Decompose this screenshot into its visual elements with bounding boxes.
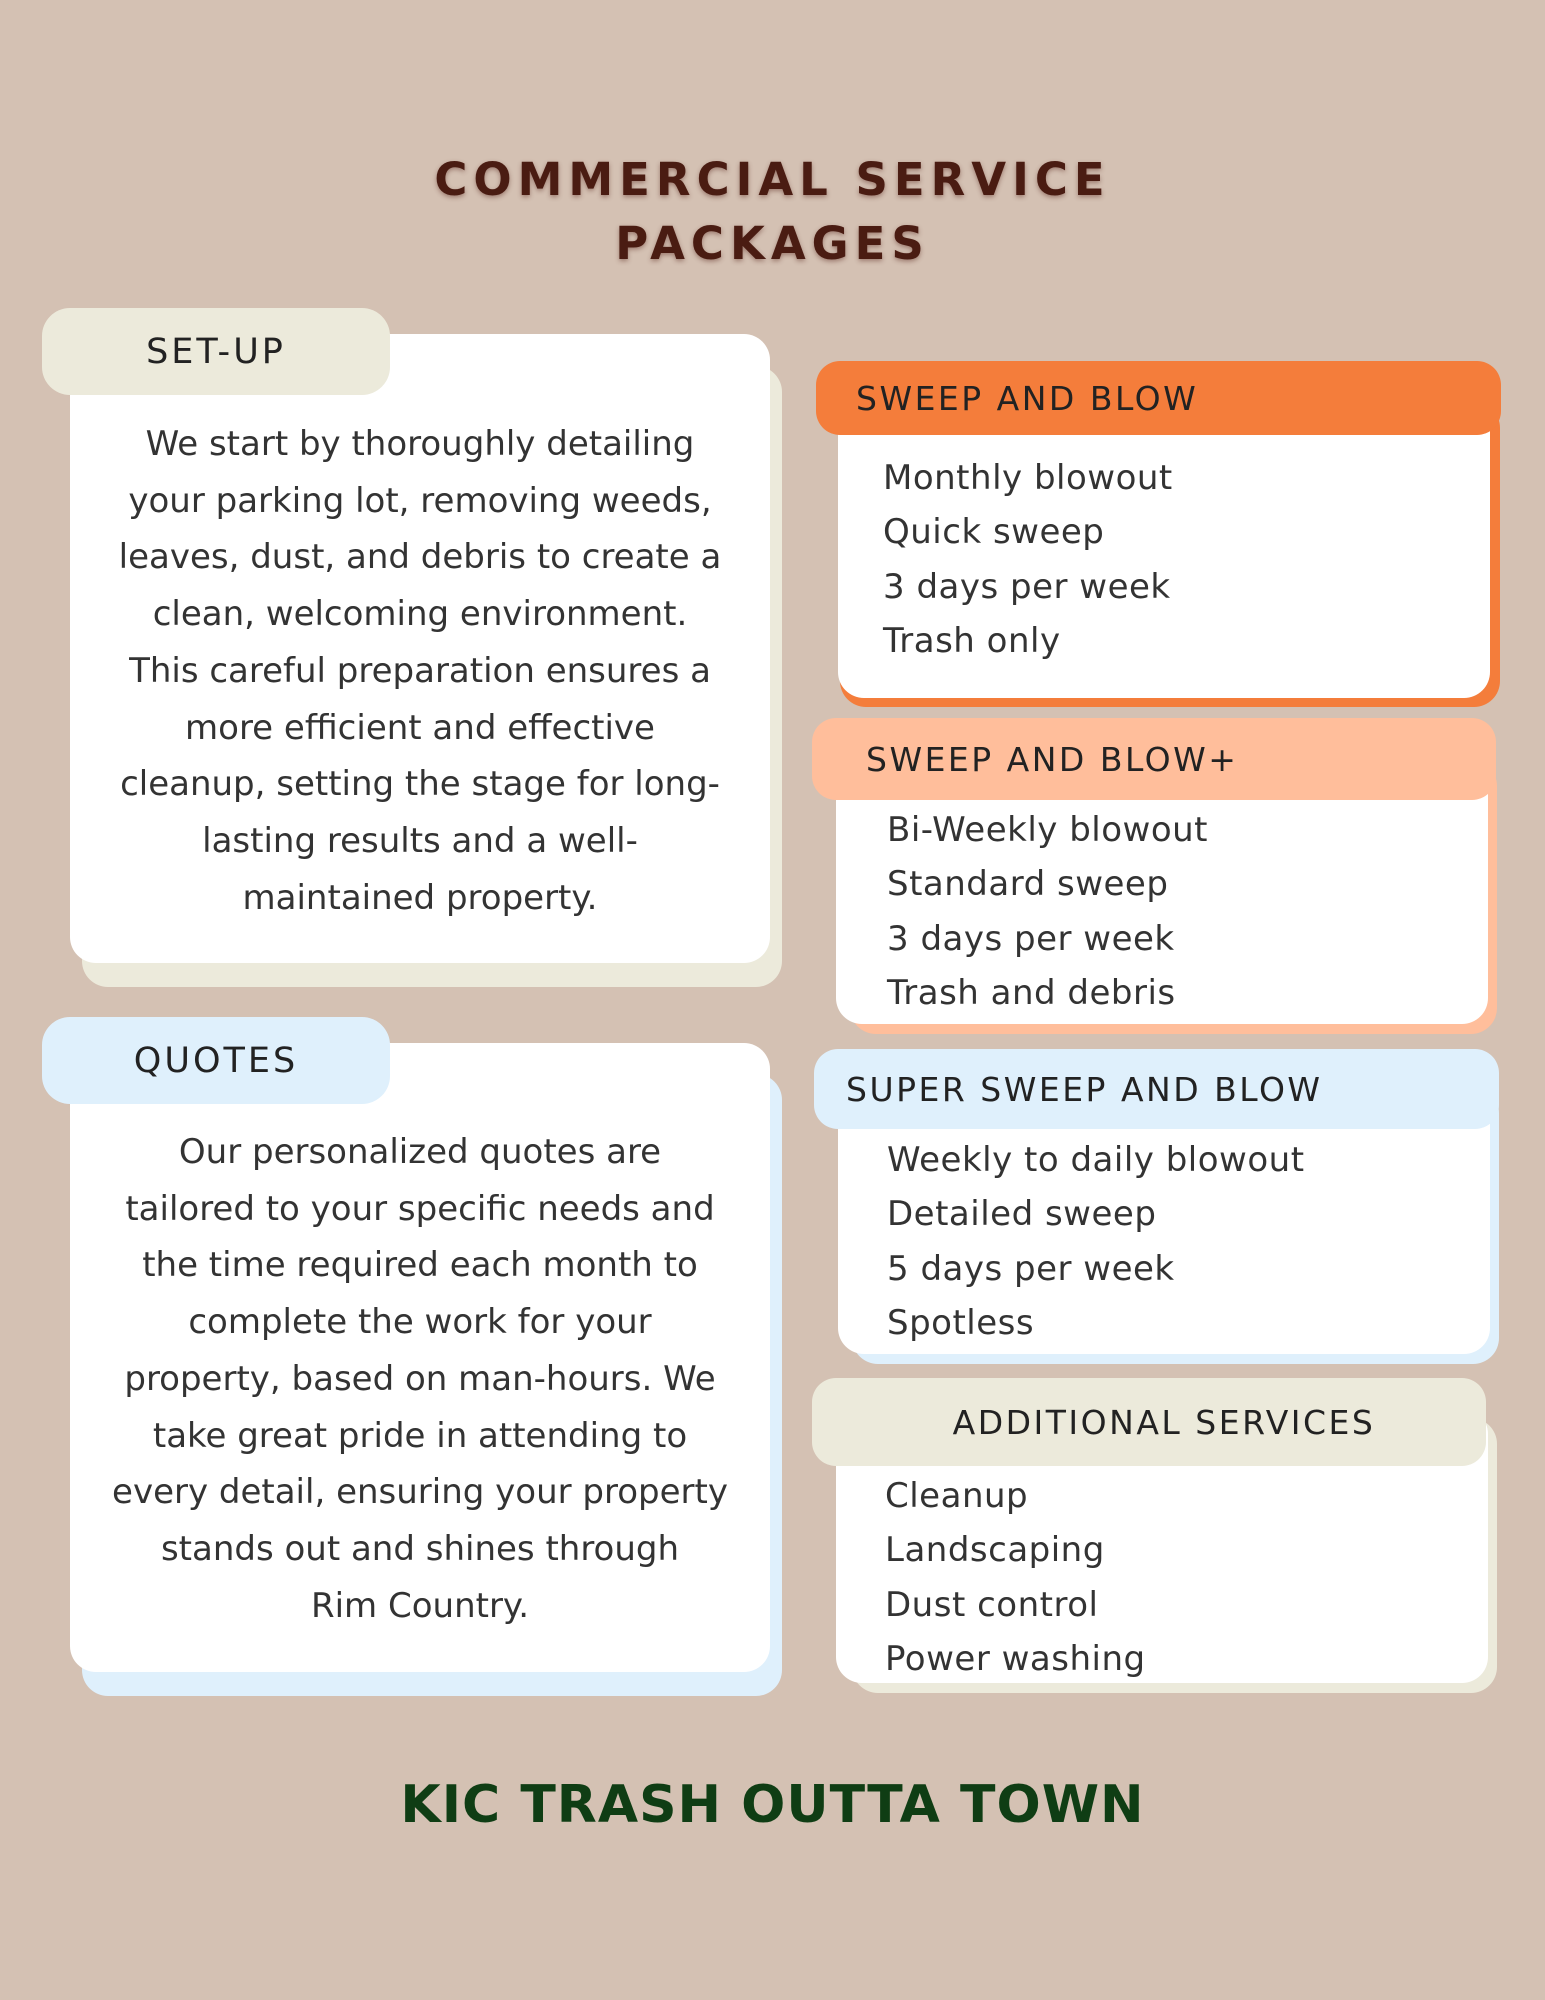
list-item: Landscaping [885, 1530, 1105, 1571]
sweep-blow-tab [816, 361, 1501, 435]
quotes-heading-label: QUOTES [133, 1040, 299, 1081]
sweep-blow-items [883, 451, 1173, 668]
list-item: 5 days per week [887, 1248, 1175, 1289]
list-item: 3 days per week [887, 918, 1175, 959]
additional-services-tab [812, 1378, 1486, 1466]
quotes-line: tailored to your specific needs and [125, 1188, 715, 1229]
title-line-2: PACKAGES [615, 217, 930, 270]
sweep-blow-plus-items [887, 803, 1208, 1020]
sweep-blow-plus-title: SWEEP AND BLOW+ [866, 739, 1239, 779]
quotes-line: take great pride in attending to [152, 1415, 688, 1456]
list-item: Power washing [885, 1638, 1146, 1679]
list-item: Cleanup [885, 1476, 1029, 1516]
list-item: Quick sweep [883, 512, 1105, 553]
list-item: Trash and debris [887, 972, 1176, 1013]
setup-description [70, 416, 770, 926]
quotes-line: Rim Country. [310, 1585, 530, 1626]
company-name: KIC TRASH OUTTA TOWN [400, 1775, 1145, 1835]
sweep-blow-title: SWEEP AND BLOW [856, 378, 1199, 418]
setup-line: leaves, dust, and debris to create a [118, 537, 722, 578]
setup-line: maintained property. [242, 877, 598, 918]
setup-heading [42, 308, 390, 395]
setup-line: lasting results and a well- [202, 820, 638, 861]
setup-heading-label: SET-UP [146, 331, 286, 372]
quotes-line: the time required each month to [142, 1245, 698, 1286]
quotes-line: complete the work for your [188, 1302, 652, 1343]
list-item: Trash only [883, 620, 1061, 661]
setup-line: clean, welcoming environment. [152, 594, 688, 635]
quotes-line: Our personalized quotes are [178, 1132, 662, 1172]
list-item: Weekly to daily blowout [887, 1140, 1305, 1180]
quotes-line: every detail, ensuring your property [112, 1472, 728, 1513]
list-item: 3 days per week [883, 566, 1171, 607]
title-line-1: COMMERCIAL SERVICE [434, 153, 1111, 206]
list-item: Detailed sweep [887, 1194, 1157, 1235]
setup-line: This careful preparation ensures a [129, 650, 711, 691]
setup-line: We start by thoroughly detailing [145, 424, 695, 464]
list-item: Spotless [887, 1302, 1035, 1343]
list-item: Bi-Weekly blowout [887, 810, 1209, 850]
page-title [0, 148, 1545, 276]
setup-line: cleanup, setting the stage for long- [120, 764, 720, 805]
list-item: Monthly blowout [883, 458, 1173, 498]
setup-line: your parking lot, removing weeds, [128, 480, 712, 521]
additional-services-title: ADDITIONAL SERVICES [952, 1402, 1376, 1442]
list-item: Standard sweep [887, 864, 1169, 905]
sweep-blow-plus-tab [812, 718, 1496, 800]
quotes-line: stands out and shines through [160, 1528, 680, 1569]
quotes-description [70, 1124, 770, 1634]
additional-services-items [885, 1469, 1146, 1686]
super-sweep-items [887, 1133, 1305, 1350]
setup-line: more efficient and effective [185, 707, 655, 748]
quotes-heading [42, 1017, 390, 1104]
list-item: Dust control [885, 1584, 1099, 1625]
super-sweep-title: SUPER SWEEP AND BLOW [846, 1069, 1323, 1109]
super-sweep-tab [814, 1049, 1499, 1129]
quotes-line: property, based on man-hours. We [124, 1358, 716, 1399]
